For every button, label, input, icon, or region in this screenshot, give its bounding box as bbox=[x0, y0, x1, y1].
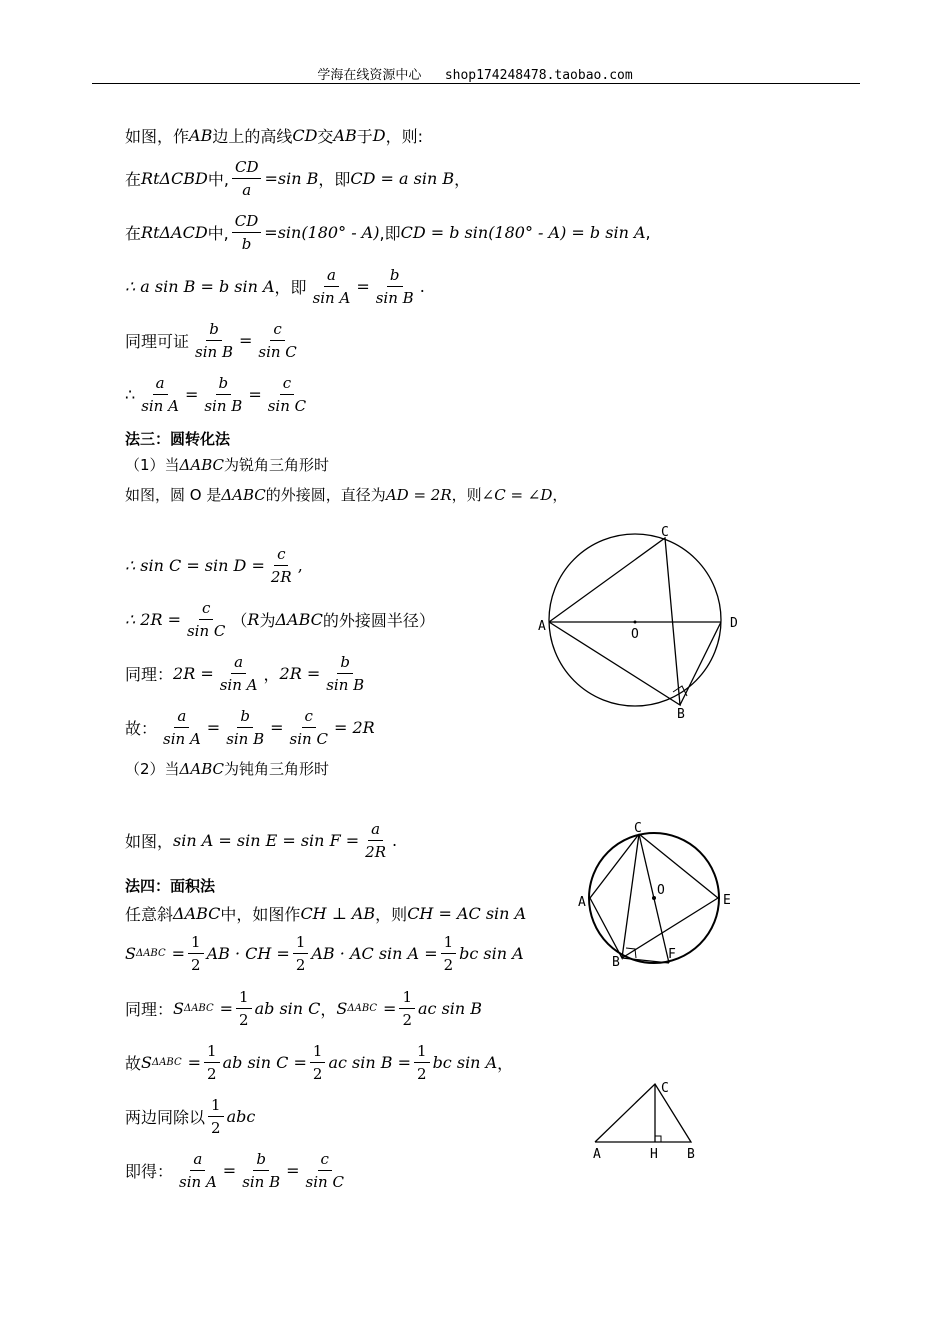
section-heading: 法三：圆转化法 bbox=[125, 430, 231, 448]
fraction: $\frac{c}{2R}$ bbox=[270, 545, 292, 586]
fraction: $\frac{a}{\text{sin A}}$ bbox=[141, 374, 179, 415]
equation-line: 同理： S ΔABC = $\frac{1}{2}$ ab sin C ， S ΔABC = $\frac{1}{2}$ ac sin B bbox=[125, 988, 483, 1029]
fraction: $\frac{a}{\text{sin A}}$ bbox=[312, 266, 351, 307]
header-title: 学海在线资源中心 bbox=[317, 68, 422, 83]
text-line: （2）当 ΔABC 为钝角三角形时 bbox=[125, 759, 330, 778]
fraction: $\frac{b}{\text{sin B}}$ bbox=[226, 707, 265, 748]
fraction: $\frac{1}{2}$ bbox=[293, 933, 309, 974]
equation-line: 如图， sin A = sin E = sin F = $\frac{a}{2R}$ . bbox=[125, 820, 398, 861]
label-e: E bbox=[723, 893, 731, 908]
label-a: A bbox=[538, 619, 546, 634]
center-point bbox=[652, 896, 656, 900]
label-f: F bbox=[668, 947, 676, 962]
page-header bbox=[0, 64, 950, 83]
label-o: O bbox=[657, 883, 665, 898]
triangle-abc bbox=[595, 1084, 691, 1142]
fraction: $\frac{1}{2}$ bbox=[399, 988, 415, 1029]
triangle bbox=[590, 834, 639, 958]
fraction: $\frac{1}{2}$ bbox=[208, 1096, 224, 1137]
fraction: $\frac{b}{\text{sin B}}$ bbox=[375, 266, 414, 307]
fraction: $\frac{1}{2}$ bbox=[188, 933, 204, 974]
label-a: A bbox=[593, 1147, 601, 1162]
equation-line: ∴ a sin B = b sin A ，即 $\frac{a}{\text{sin A}}$ = $\frac{b}{\text{sin B}}$ . bbox=[125, 266, 425, 307]
equation-line: ∴ sin C = sin D = $\frac{c}{2R}$ , bbox=[125, 545, 303, 586]
label-b: B bbox=[677, 707, 685, 722]
fraction: $\frac{a}{\text{sin A}}$ bbox=[163, 707, 201, 748]
right-angle-mark bbox=[655, 1136, 661, 1142]
label-h: H bbox=[650, 1147, 658, 1162]
equation-line: ∴ $\frac{a}{\text{sin A}}$ = $\frac{b}{\text{sin B}}$ = $\frac{c}{\text{sin C}}$ bbox=[125, 374, 312, 415]
circle-figure-acute bbox=[530, 520, 750, 725]
center-point bbox=[634, 621, 637, 624]
equation-line: 故 S ΔABC = $\frac{1}{2}$ ab sin C = $\frac{1}{2}$ ac sin B = $\frac{1}{2}$ bc sin A ， bbox=[125, 1042, 514, 1083]
label-b: B bbox=[687, 1147, 695, 1162]
fraction: $\frac{1}{2}$ bbox=[310, 1042, 326, 1083]
label-c: C bbox=[661, 525, 669, 540]
equation-line: 故： $\frac{a}{\text{sin A}}$ = $\frac{b}{\text{sin B}}$ = $\frac{c}{\text{sin C}}$ = 2R bbox=[125, 707, 375, 748]
equation-line: 同理可证 $\frac{b}{\text{sin B}}$ = $\frac{c}{\text{sin C}}$ bbox=[125, 320, 303, 361]
label-d: D bbox=[730, 616, 738, 631]
fraction: $\frac{c}{\text{sin C}}$ bbox=[267, 374, 307, 415]
label-c: C bbox=[634, 821, 642, 836]
equation-line: 在 RtΔACD 中, $\frac{CD}{b}$ =sin(180° - A) ,即 CD = b sin(180° - A) = b sin A , bbox=[125, 212, 651, 253]
fraction: $\frac{b}{\text{sin B}}$ bbox=[204, 374, 243, 415]
fraction: $\frac{c}{\text{sin C}}$ bbox=[258, 320, 297, 361]
equation-line: ∴ 2R = $\frac{c}{\text{sin C}}$ （ R 为 ΔABC 的外接圆半径） bbox=[125, 599, 435, 640]
fraction: $\frac{b}{\text{sin B}}$ bbox=[195, 320, 233, 361]
header-divider bbox=[92, 83, 860, 84]
circle-figure-obtuse bbox=[572, 818, 742, 968]
text-line: 如图，作 AB 边上的高线 CD 交 AB 于 D ，则: bbox=[125, 126, 423, 146]
equation-line: 同理： 2R = $\frac{a}{\text{sin A}}$ ， 2R = $\frac{b}{\text{sin B}}$ bbox=[125, 653, 370, 694]
segment-bd bbox=[680, 622, 721, 705]
fraction: $\frac{CD}{b}$ bbox=[232, 212, 262, 253]
fraction: $\frac{1}{2}$ bbox=[204, 1042, 220, 1083]
fraction: $\frac{c}{\text{sin C}}$ bbox=[305, 1150, 344, 1191]
fraction: $\frac{CD}{a}$ bbox=[232, 158, 262, 199]
equation-line: 即得： $\frac{a}{\text{sin A}}$ = $\frac{b}{\text{sin B}}$ = $\frac{c}{\text{sin C}}$ bbox=[125, 1150, 350, 1191]
equation-line: 在 RtΔCBD 中, $\frac{CD}{a}$ =sin B ，即 CD = a sin B ， bbox=[125, 158, 471, 199]
fraction: $\frac{a}{\text{sin A}}$ bbox=[179, 1150, 217, 1191]
equation-line: 两边同除以 $\frac{1}{2}$ abc bbox=[125, 1096, 256, 1137]
equation-line: S ΔABC = $\frac{1}{2}$ AB · CH = $\frac{1}{2}$ AB · AC sin A = $\frac{1}{2}$ bc sin A bbox=[125, 933, 524, 974]
text-line: 任意斜 ΔABC 中，如图作 CH ⊥ AB ，则 CH = AC sin A bbox=[125, 904, 527, 924]
fraction: $\frac{c}{\text{sin C}}$ bbox=[289, 707, 328, 748]
label-c: C bbox=[661, 1081, 669, 1096]
text-line: 如图，圆 O 是 ΔABC 的外接圆，直径为 AD = 2R ，则 ∠C = ∠D ， bbox=[125, 485, 568, 504]
fraction: $\frac{a}{\text{sin A}}$ bbox=[219, 653, 258, 694]
fraction: $\frac{1}{2}$ bbox=[441, 933, 457, 974]
fraction: $\frac{b}{\text{sin B}}$ bbox=[326, 653, 365, 694]
altitude-figure bbox=[585, 1078, 715, 1164]
section-heading: 法四：面积法 bbox=[125, 877, 216, 895]
header-url: shop174248478.taobao.com bbox=[444, 68, 633, 83]
fraction: $\frac{a}{2R}$ bbox=[365, 820, 386, 861]
label-b: B bbox=[612, 955, 620, 968]
fraction: $\frac{c}{\text{sin C}}$ bbox=[186, 599, 226, 640]
text-line: （1）当 ΔABC 为锐角三角形时 bbox=[125, 455, 330, 474]
segment-ce bbox=[639, 834, 718, 898]
fraction: $\frac{b}{\text{sin B}}$ bbox=[242, 1150, 281, 1191]
fraction: $\frac{1}{2}$ bbox=[236, 988, 252, 1029]
label-a: A bbox=[578, 895, 586, 910]
fraction: $\frac{1}{2}$ bbox=[414, 1042, 430, 1083]
label-o: O bbox=[631, 627, 639, 642]
